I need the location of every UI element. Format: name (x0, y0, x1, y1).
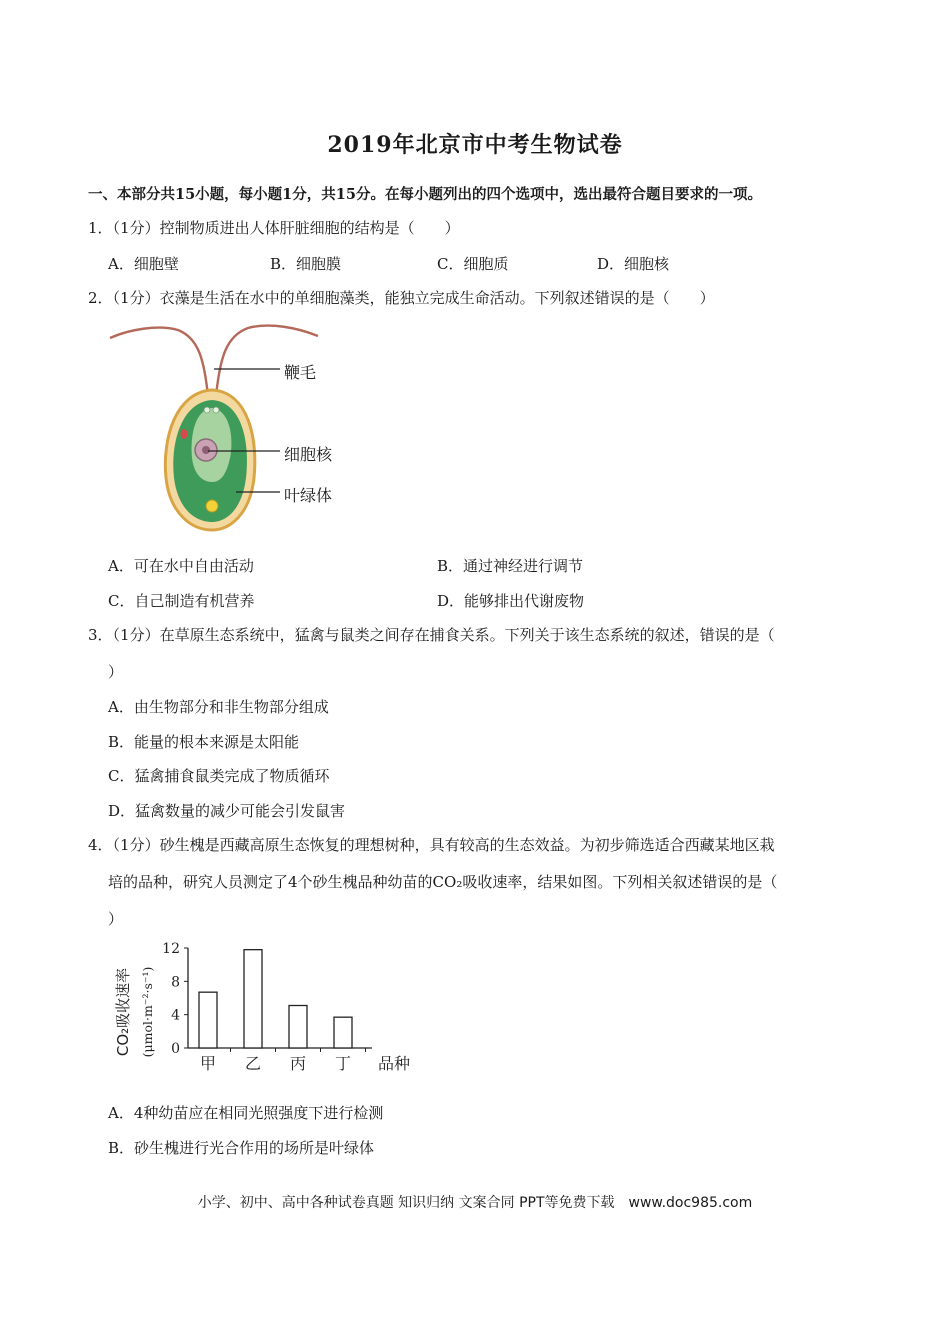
question-2: 2．（1分）衣藻是生活在水中的单细胞藻类，能独立完成生命活动。下列叙述错误的是（ ） (88, 289, 715, 307)
chart-y-tick-label: 8 (171, 974, 180, 991)
chart-y-tick-label: 4 (171, 1007, 180, 1024)
pyrenoid (206, 500, 218, 512)
label-nucleus: 细胞核 (284, 445, 333, 464)
chart-bar (199, 992, 217, 1048)
chart-y-tick-label: 0 (171, 1041, 180, 1057)
co2-chart-svg (110, 938, 430, 1078)
co2-chart (110, 938, 430, 1078)
chlamydomonas-figure (108, 318, 348, 534)
page-title: 2019年北京市中考生物试卷 (327, 132, 623, 158)
q3-option-c[interactable]: C．猛禽捕食鼠类完成了物质循环 (108, 767, 330, 785)
chart-ylabel (114, 967, 155, 1058)
chart-y-tick-label: 12 (162, 941, 180, 957)
chart-category-label: 甲 (199, 1054, 217, 1073)
q4-option-b[interactable]: B．砂生槐进行光合作用的场所是叶绿体 (108, 1139, 375, 1157)
eyespot (181, 429, 188, 439)
nucleolus (202, 446, 210, 454)
question-3-line2: ） (108, 663, 124, 681)
q1-option-c[interactable]: C．细胞质 (437, 255, 509, 273)
question-4-line2: 培的品种，研究人员测定了4个砂生槐品种幼苗的CO₂吸收速率，结果如图。下列相关叙述错误的是（ (108, 873, 778, 891)
chart-category-label: 丁 (334, 1054, 352, 1073)
chart-ylabel-line2: (μmol·m⁻²·s⁻¹) (140, 966, 155, 1058)
label-chloroplast: 叶绿体 (284, 486, 333, 505)
q4-option-a[interactable]: A．4种幼苗应在相同光照强度下进行检测 (108, 1104, 384, 1122)
section-heading: 一、本部分共15小题，每小题1分，共15分。在每小题列出的四个选项中，选出最符合题目要求的一项。 (88, 186, 762, 203)
chart-ylabel-line1: CO₂吸收速率 (114, 967, 132, 1057)
question-3-line1: 3．（1分）在草原生态系统中，猛禽与鼠类之间存在捕食关系。下列关于该生态系统的叙述，错误的是（ (88, 626, 775, 644)
q2-option-a[interactable]: A．可在水中自由活动 (108, 557, 254, 575)
q3-option-a[interactable]: A．由生物部分和非生物部分组成 (108, 698, 329, 716)
chart-bar (334, 1017, 352, 1048)
q3-option-d[interactable]: D．猛禽数量的减少可能会引发鼠害 (108, 802, 346, 820)
page-footer: 小学、初中、高中各种试卷真题 知识归纳 文案合同 PPT等免费下载 www.doc985.com (197, 1195, 753, 1211)
q1-option-d[interactable]: D．细胞核 (597, 255, 670, 273)
question-1: 1．（1分）控制物质进出人体肝脏细胞的结构是（ ） (88, 219, 460, 237)
flagellum-left (110, 328, 208, 396)
chart-category-label: 乙 (244, 1054, 262, 1073)
label-flagellum: 鞭毛 (284, 363, 317, 382)
chart-category-label: 丙 (289, 1054, 307, 1073)
chart-bar (289, 1006, 307, 1049)
chart-xlabel: 品种 (378, 1054, 411, 1073)
q2-option-c[interactable]: C．自己制造有机营养 (108, 592, 255, 610)
q2-option-d[interactable]: D．能够排出代谢废物 (437, 592, 585, 610)
question-4-line1: 4．（1分）砂生槐是西藏高原生态恢复的理想树种，具有较高的生态效益。为初步筛选适合西藏某地区栽 (88, 836, 775, 854)
chart-bar (244, 950, 262, 1048)
q2-option-b[interactable]: B．通过神经进行调节 (437, 557, 584, 575)
q1-option-a[interactable]: A．细胞壁 (108, 255, 179, 273)
q3-option-b[interactable]: B．能量的根本来源是太阳能 (108, 733, 300, 751)
q1-option-b[interactable]: B．细胞膜 (270, 255, 342, 273)
question-4-line3: ） (108, 910, 124, 928)
